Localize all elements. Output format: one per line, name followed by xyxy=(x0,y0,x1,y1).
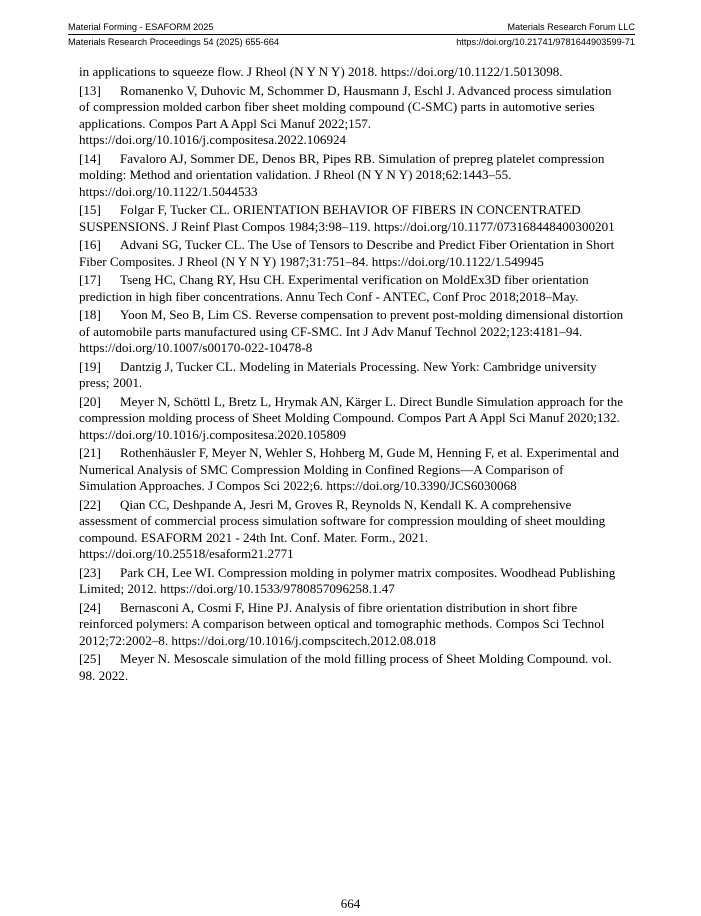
reference-text: Park CH, Lee WI. Compression molding in polymer matrix composites. Woodhead Publishing Limited; 2012. https://doi.org/10.1533/9780857096258.1.47 xyxy=(79,564,616,596)
reference-text: Romanenko V, Duhovic M, Schommer D, Hausmann J, Eschl J. Advanced process simulation of compression molded carbon fiber sheet molding compound (C-SMC) parts in automotive series applications. Compos Part A Appl Sci Manuf 2022;157. https://doi.org/10.1016/j.compositesa.2022.106924 xyxy=(79,82,612,147)
reference-number: [15] xyxy=(79,202,101,217)
reference-item xyxy=(79,83,624,149)
page-number: 664 xyxy=(340,896,361,911)
reference-number: [16] xyxy=(79,237,101,252)
reference-item xyxy=(79,600,624,650)
reference-number: [13] xyxy=(79,82,101,98)
reference-number: [22] xyxy=(79,496,101,512)
reference-item xyxy=(79,272,624,305)
running-header-bottom xyxy=(68,37,635,48)
reference-number: [23] xyxy=(79,564,101,580)
reference-number: [20] xyxy=(79,393,101,409)
reference-text: Favaloro AJ, Sommer DE, Denos BR, Pipes RB. Simulation of prepreg platelet compression molding: Method and orientation validation. J Rheol (N Y N Y) 2018;62:1443–55. https://doi.org/10.1122/1.5044533 xyxy=(79,150,605,199)
reference-number: [24] xyxy=(79,599,101,615)
proceedings-citation: Materials Research Proceedings 54 (2025) 655-664 xyxy=(68,37,279,47)
conference-name: Material Forming - ESAFORM 2025 xyxy=(68,22,214,32)
doi-link[interactable]: https://doi.org/10.21741/9781644903599-71 xyxy=(456,37,635,47)
reference-number: [19] xyxy=(79,358,101,374)
reference-text: Bernasconi A, Cosmi F, Hine PJ. Analysis of fibre orientation distribution in short fibre reinforced polymers: A comparison between optical and tomographic methods. Compos Sci Technol 2012;72:2002–8. https://doi.org/10.1016/j.compscitech.2012.08.018 xyxy=(79,599,605,648)
reference-item xyxy=(79,359,624,392)
reference-text: Meyer N, Schöttl L, Bretz L, Hrymak AN, Kärger L. Direct Bundle Simulation approach for the compression molding process of Sheet Molding Compound. Compos Part A Appl Sci Manuf 2020;132. https://doi.org/10.1016/j.compositesa.2020.105809 xyxy=(79,393,624,442)
reference-item xyxy=(79,237,624,270)
reference-continuation: in applications to squeeze flow. J Rheol (N Y N Y) 2018. https://doi.org/10.1122/1.5013098. xyxy=(79,64,563,79)
publisher-name: Materials Research Forum LLC xyxy=(507,22,635,32)
reference-item xyxy=(79,307,624,357)
running-header-top xyxy=(68,22,635,33)
reference-number: [18] xyxy=(79,307,101,322)
reference-list xyxy=(79,64,624,686)
reference-text: Meyer N. Mesoscale simulation of the mold filling process of Sheet Molding Compound. vol. 98. 2022. xyxy=(79,651,612,683)
reference-number: [14] xyxy=(79,150,101,166)
reference-text: Advani SG, Tucker CL. The Use of Tensors to Describe and Predict Fiber Orientation in Short Fiber Composites. J Rheol (N Y N Y) 1987;31:751–84. https://doi.org/10.1122/1.549945 xyxy=(79,237,615,269)
reference-item xyxy=(79,651,624,684)
header-rule xyxy=(68,34,635,35)
reference-item xyxy=(79,497,624,563)
reference-text: Qian CC, Deshpande A, Jesri M, Groves R, Reynolds N, Kendall K. A comprehensive assessment of commercial process simulation software for compression moulding of sheet moulding compound. ESAFORM 2021 - 24th Int. Conf. Mater. Form., 2021. https://doi.org/10.25518/esaform21.2771 xyxy=(79,496,606,561)
reference-number: [21] xyxy=(79,445,101,460)
reference-text: Yoon M, Seo B, Lim CS. Reverse compensation to prevent post-molding dimensional distortion of automobile parts manufactured using CF-SMC. Int J Adv Manuf Technol 2022;123:4181–94. https://doi.org/10.1007/s00170-022-10478-8 xyxy=(79,307,624,355)
reference-item xyxy=(79,445,624,495)
reference-number: [25] xyxy=(79,651,101,666)
reference-number: [17] xyxy=(79,272,101,287)
reference-text: Tseng HC, Chang RY, Hsu CH. Experimental verification on MoldEx3D fiber orientation prediction in high fiber concentrations. Annu Tech Conf - ANTEC, Conf Proc 2018;2018–May. xyxy=(79,272,589,304)
reference-text: Rothenhäusler F, Meyer N, Wehler S, Hohberg M, Gude M, Henning F, et al. Experimental and Numerical Analysis of SMC Compression Molding in Confined Regions—A Comparison of Simulation Approaches. J Compos Sci 2022;6. https://doi.org/10.3390/JCS6030068 xyxy=(79,445,619,493)
reference-text: Folgar F, Tucker CL. ORIENTATION BEHAVIOR OF FIBERS IN CONCENTRATED SUSPENSIONS. J Reinf Plast Compos 1984;3:98–119. https://doi.org/10.1177/073168448400300201 xyxy=(79,202,615,234)
reference-item xyxy=(79,151,624,201)
reference-item xyxy=(79,394,624,444)
reference-item xyxy=(79,565,624,598)
reference-item xyxy=(79,202,624,235)
reference-text: Dantzig J, Tucker CL. Modeling in Materials Processing. New York: Cambridge university press; 2001. xyxy=(79,358,597,390)
